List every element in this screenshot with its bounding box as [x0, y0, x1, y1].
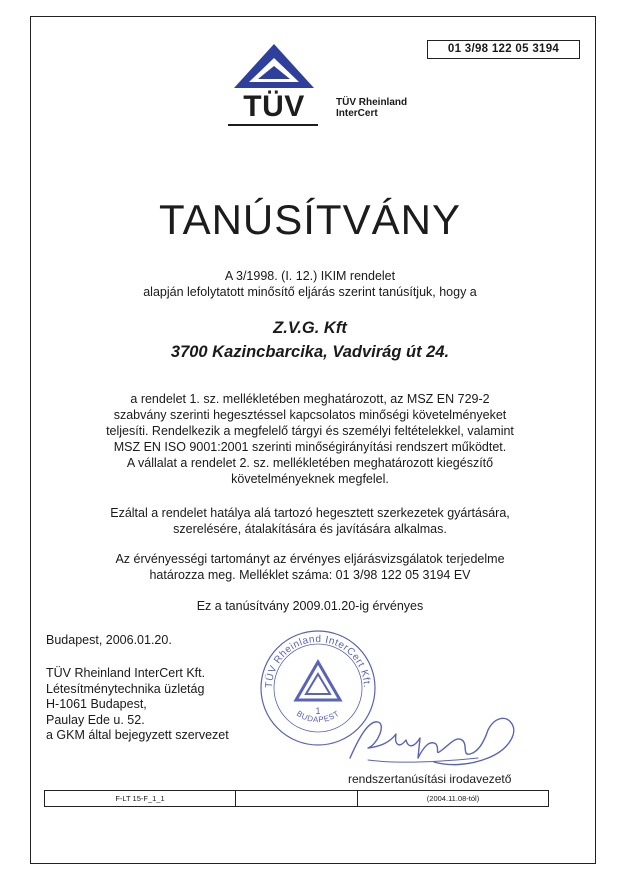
validity-range-paragraph [0, 551, 620, 583]
issuer-name-line: TÜV Rheinland [336, 97, 408, 108]
tuv-logo [226, 42, 322, 126]
paragraph-line: követelményeknek megfelel. [231, 472, 389, 486]
place-date: Budapest, 2006.01.20. [46, 633, 172, 647]
paragraph-line: szabvány szerinti hegesztéssel kapcsolatos minőségi követelményeket [113, 408, 507, 422]
intro-line: A 3/1998. (I. 12.) IKIM rendelet [224, 269, 396, 283]
logo-underline [228, 124, 318, 126]
issuer-address-line: H-1061 Budapest, [46, 697, 147, 711]
intro-text [0, 268, 620, 300]
holder-block [0, 318, 620, 362]
issuer-name [336, 97, 407, 119]
issuer-address-line: TÜV Rheinland InterCert Kft. [46, 666, 206, 680]
paragraph-line: Az érvényességi tartományt az érvényes eljárásvizsgálatok terjedelme [115, 552, 505, 566]
scope-paragraph [0, 505, 620, 537]
holder-name: Z.V.G. Kft [273, 319, 347, 337]
form-code: F-LT 15-F_1_1 [45, 791, 236, 806]
form-version: (2004.11.08-tól) [357, 791, 548, 806]
signatory-title: rendszertanúsítási irodavezető [348, 772, 512, 786]
logo-mark-text: TÜV [243, 90, 305, 123]
document-title: TANÚSÍTVÁNY [159, 196, 461, 243]
issuer-name-line: InterCert [336, 108, 378, 119]
issuer-address-line: Paulay Ede u. 52. [46, 712, 145, 727]
requirements-paragraph [0, 391, 620, 487]
paragraph-line: határozza meg. Melléklet száma: 01 3/98 122 05 3194 EV [149, 568, 471, 582]
stamp-ring-text: TÜV Rheinland InterCert Kft. [263, 633, 373, 689]
intro-line: alapján lefolytatott minősítő eljárás szerint tanúsítjuk, hogy a [143, 285, 477, 299]
stamp-city: BUDAPEST [294, 708, 342, 725]
stamp-number: 1 [315, 706, 321, 716]
validity-line: Ez a tanúsítvány 2009.01.20-ig érvényes [196, 599, 424, 613]
paragraph-line: Ezáltal a rendelet hatálya alá tartozó hegesztett szerkezetek gyártására, [110, 506, 510, 520]
issuer-address-line: Létesítménytechnika üzletág [46, 681, 205, 696]
validity-statement [0, 598, 620, 614]
paragraph-line: MSZ EN ISO 9001:2001 szerinti minőségirányítási rendszert működtet. [113, 440, 507, 454]
paragraph-line: szerelésére, átalakítására és javítására alkalmas. [173, 522, 447, 536]
tuv-triangle-icon [226, 42, 322, 92]
certificate-number: 01 3/98 122 05 3194 [427, 40, 580, 59]
issuer-address-block [46, 666, 229, 744]
form-footer [44, 790, 549, 807]
handwritten-signature [338, 700, 538, 775]
issuer-address-line: a GKM által bejegyzett szervezet [46, 728, 229, 742]
paragraph-line: teljesíti. Rendelkezik a megfelelő tárgyi és személyi feltételekkel, valamint [106, 424, 514, 438]
paragraph-line: A vállalat a rendelet 2. sz. mellékletében meghatározott kiegészítő [126, 456, 494, 470]
paragraph-line: a rendelet 1. sz. mellékletében meghatározott, az MSZ EN 729-2 [130, 392, 490, 406]
holder-address: 3700 Kazincbarcika, Vadvirág út 24. [170, 343, 450, 361]
